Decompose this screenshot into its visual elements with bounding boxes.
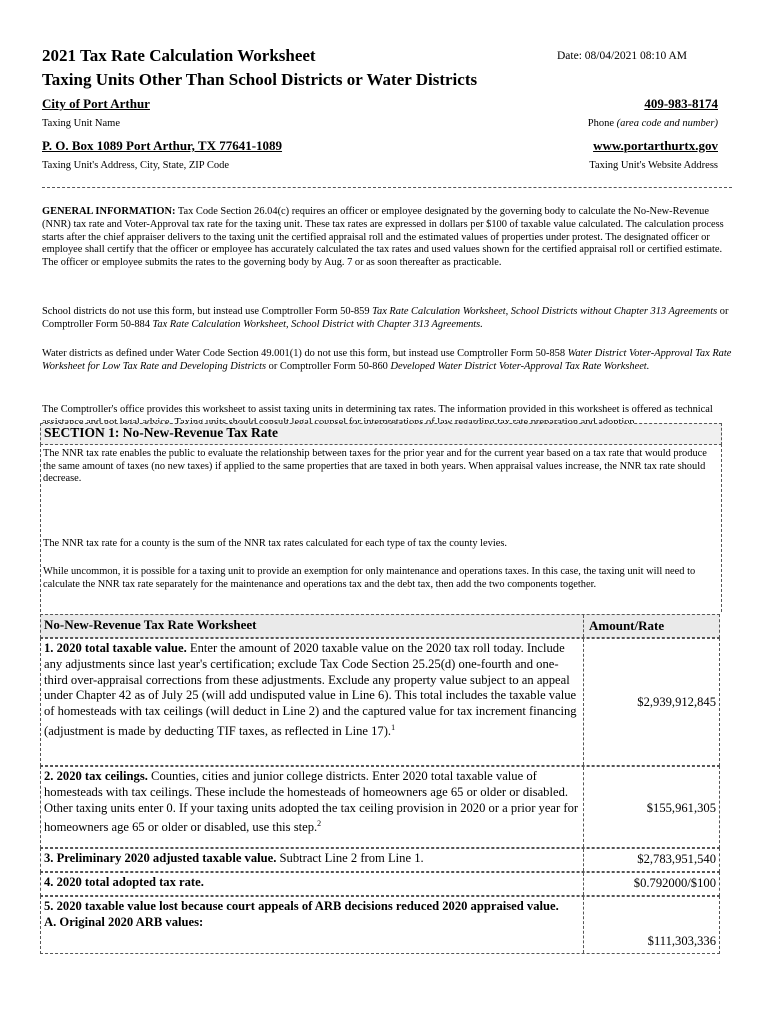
section-1-title: SECTION 1: No-New-Revenue Tax Rate	[44, 425, 278, 440]
water-district-note: Water districts as defined under Water Code Section 49.001(1) do not use this form, but instead use Comptroller Form 50-858 Water District Voter-Approval Tax Rate Worksheet for Low Tax Rate and Developing Districts or Comptroller Form 50-860 Developed Water District Voter-Approval Tax Rate Worksheet.	[42, 348, 732, 372]
website-link[interactable]: www.portarthurtx.gov	[593, 138, 718, 153]
general-information-label: GENERAL INFORMATION:	[42, 206, 176, 217]
line-description: 4. 2020 total adopted tax rate.	[41, 873, 584, 895]
line-description: 5. 2020 taxable value lost because court appeals of ARB decisions reduced 2020 appraised value. A. Original 2020 ARB values:	[41, 897, 584, 953]
line-description: 2. 2020 tax ceilings. Counties, cities and junior college districts. Enter 2020 total taxable value of homesteads with tax ceilings. These include the homesteads of homeowners age 65 or older or disabled. Other taxing units enter 0. If your taxing units adopted the tax ceiling provision in 2020 or a prior year for homeowners age 65 or older or disabled, use this step.$^2$	[41, 767, 584, 847]
line-amount: $155,961,305	[646, 801, 716, 815]
print-date: Date: 08/04/2021 08:10 AM	[557, 50, 688, 62]
phone-label: Phone (area code and number)	[587, 118, 718, 129]
comptroller-note: The Comptroller's office provides this worksheet to assist taxing units in determining tax rates. The information provided in this worksheet is offered as technical	[42, 404, 713, 415]
header-divider	[42, 187, 732, 188]
website-label: Taxing Unit's Website Address	[589, 160, 718, 171]
taxing-unit-name: City of Port Arthur	[42, 96, 150, 111]
phone-number: 409-983-8174	[644, 96, 718, 111]
line-amount: $0.792000/$100	[633, 876, 716, 890]
line-amount: $111,303,336	[647, 934, 716, 948]
worksheet-line-3	[40, 848, 720, 872]
worksheet-title: 2021 Tax Rate Calculation Worksheet	[42, 46, 316, 65]
worksheet-line-1	[40, 638, 720, 766]
section-1-paragraph: While uncommon, it is possible for a taxing unit to provide an exemption for only maintenance and operations taxes. In this case, the taxing unit will need to calculate the NNR tax rate separately for the maintenance and operations tax and the debt tax, then add the two components together.	[43, 566, 696, 590]
section-1-paragraph: The NNR tax rate enables the public to evaluate the relationship between taxes for the prior year and for the current year based on a tax rate that would produce the same amount of taxes (no new taxes) if applied to the same properties that are taxed in both years. When appraisal values increase, the NNR tax rate should decrease.	[43, 448, 707, 485]
section-1-body	[40, 444, 722, 612]
worksheet-subtitle: Taxing Units Other Than School Districts or Water Districts	[42, 70, 478, 89]
school-district-note: School districts do not use this form, but instead use Comptroller Form 50-859 Tax Rate Calculation Worksheet, School Districts without Chapter 313 Agreements or Comptroller Form 50-884 Tax Rate Calculation Worksheet, School District with Chapter 313 Agreements.	[42, 306, 729, 330]
line-amount: $2,939,912,845	[637, 695, 716, 709]
worksheet-line-2	[40, 766, 720, 848]
taxing-unit-address: P. O. Box 1089 Port Arthur, TX 77641-1089	[42, 138, 283, 153]
line-description: 1. 2020 total taxable value. Enter the amount of 2020 taxable value on the 2020 tax roll today. Include any adjustments since last year's certification; exclude Tax Code Section 25.25(d) one-fourth and one-third over-appraisal corrections from these adjustments. Exclude any property value subject to an appeal under Chapter 42 as of July 25 (will add undisputed value in Line 6). This total includes the taxable value of homesteads with tax ceilings (will deduct in Line 2) and the captured value for tax increment financing (adjustment is made by deducting TIF taxes, as reflected in Line 17).$^1$	[41, 639, 584, 765]
worksheet-table-title: No-New-Revenue Tax Rate Worksheet	[41, 615, 584, 637]
section-1-paragraph: The NNR tax rate for a county is the sum of the NNR tax rates calculated for each type of tax the county levies.	[43, 538, 507, 549]
section-1-header	[40, 423, 722, 445]
general-information: GENERAL INFORMATION: Tax Code Section 26.04(c) requires an officer or employee designated by the governing body to calculate the No-New-Revenue (NNR) tax rate and Voter-Approval tax rate for the taxing unit. These tax rates are expressed in dollars per $100 of taxable value calculated. The calculation process starts after the chief appraiser delivers to the taxing unit the certified appraisal roll and the estimated values of properties under protest. The designated officer or employee shall certify that the officer or employee has accurately calculated the tax rates and used values shown for the certified appraisal roll or certified estimate. The officer or employee submits the rates to the governing body by Aug. 7 or as soon thereafter as practicable.	[42, 206, 724, 269]
taxing-unit-name-label: Taxing Unit Name	[42, 118, 120, 129]
line-sub-label: A. Original 2020 ARB values:	[44, 914, 204, 929]
worksheet-line-4	[40, 872, 720, 896]
worksheet-line-5	[40, 896, 720, 954]
amount-column-header: Amount/Rate	[589, 618, 665, 633]
worksheet-header-row	[40, 614, 720, 638]
line-description: 3. Preliminary 2020 adjusted taxable value. Subtract Line 2 from Line 1.	[41, 849, 584, 871]
address-label: Taxing Unit's Address, City, State, ZIP Code	[42, 160, 230, 171]
line-amount: $2,783,951,540	[637, 852, 716, 866]
